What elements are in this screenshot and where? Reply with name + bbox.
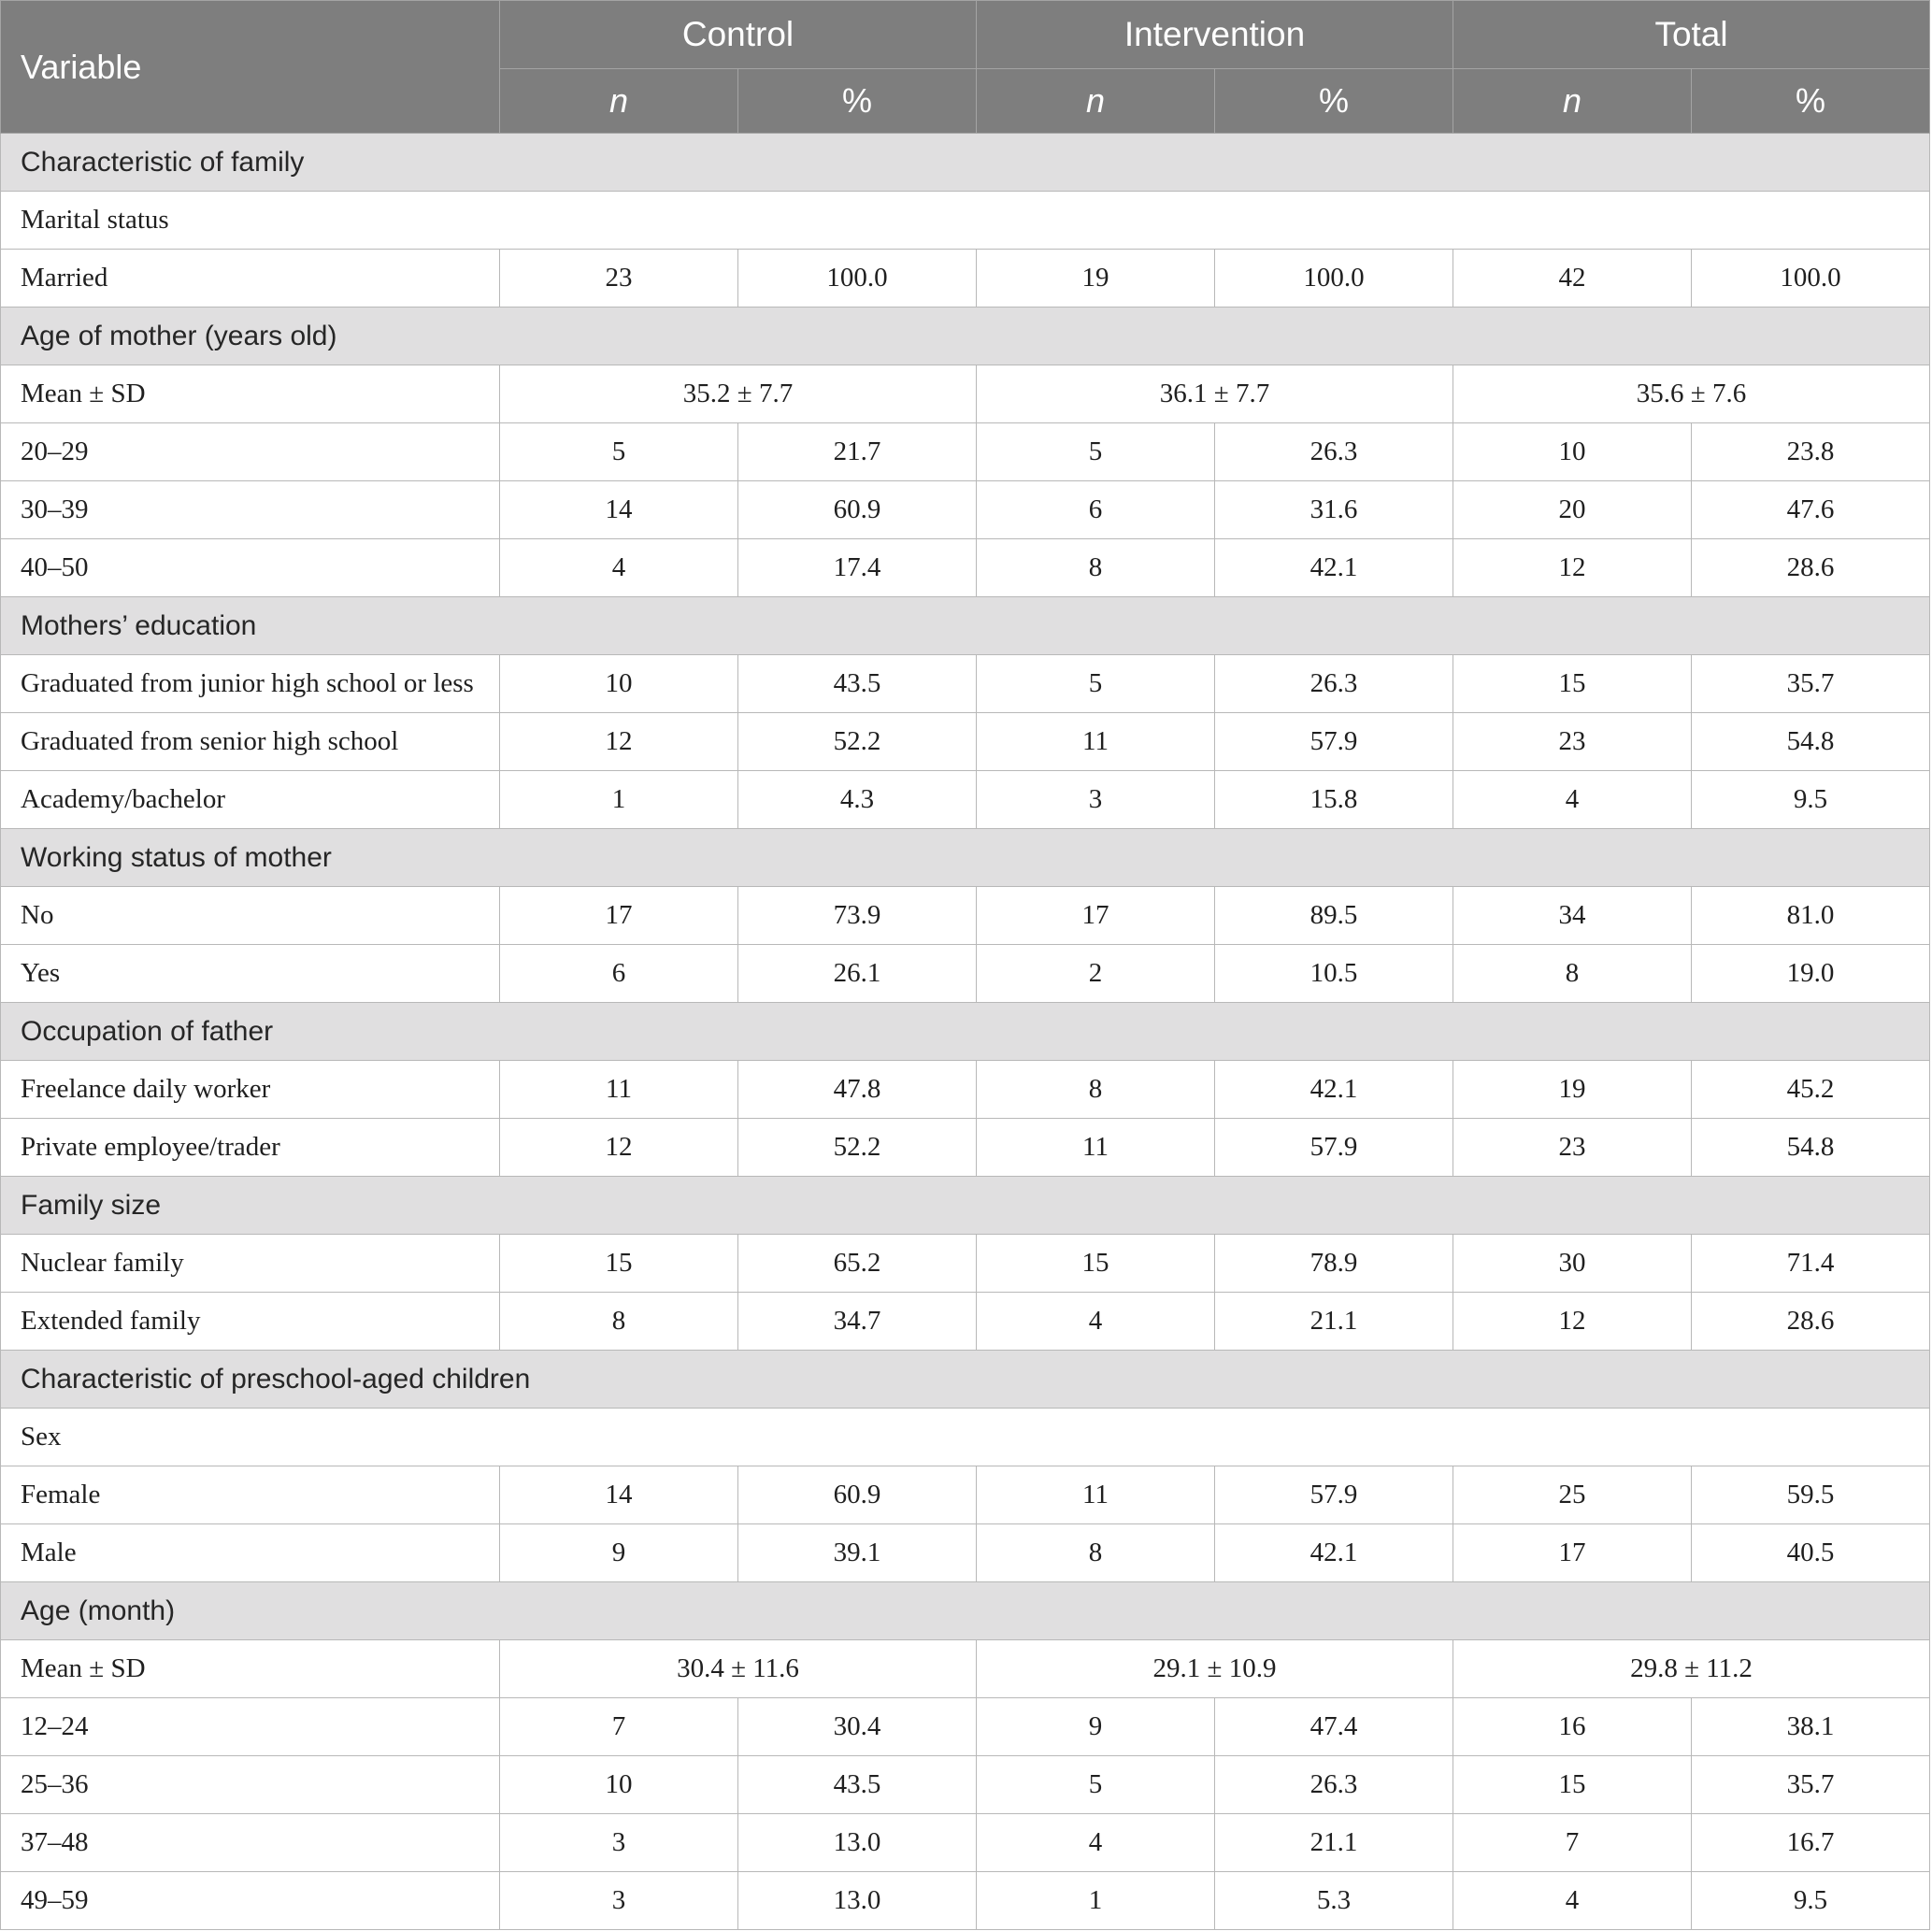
row-label: 37–48 [1, 1814, 500, 1872]
intervention-n-cell: 1 [977, 1872, 1215, 1930]
total-percent-cell: 9.5 [1692, 771, 1930, 829]
data-row [1, 481, 1930, 539]
total-n-cell: 4 [1453, 1872, 1692, 1930]
control-percent-cell: 52.2 [738, 1119, 977, 1177]
section-row [1, 829, 1930, 887]
total-percent-cell: 40.5 [1692, 1524, 1930, 1582]
control-percent-cell: 47.8 [738, 1061, 977, 1119]
total-n-cell: 7 [1453, 1814, 1692, 1872]
group-header-intervention: Intervention [977, 1, 1453, 69]
control-n-cell: 8 [500, 1293, 738, 1351]
total-n-cell: 25 [1453, 1466, 1692, 1524]
control-n-cell: 10 [500, 1756, 738, 1814]
total-percent-cell: 100.0 [1692, 250, 1930, 308]
section-row [1, 597, 1930, 655]
total-mean-sd-cell: 35.6 ± 7.6 [1453, 365, 1930, 423]
total-n-cell: 16 [1453, 1698, 1692, 1756]
section-title: Family size [1, 1177, 1930, 1235]
section-title: Age (month) [1, 1582, 1930, 1640]
control-n-cell: 4 [500, 539, 738, 597]
total-percent-cell: 54.8 [1692, 1119, 1930, 1177]
intervention-n-cell: 17 [977, 887, 1215, 945]
control-n-cell: 5 [500, 423, 738, 481]
total-n-cell: 15 [1453, 1756, 1692, 1814]
total-mean-sd-cell: 29.8 ± 11.2 [1453, 1640, 1930, 1698]
section-row [1, 134, 1930, 192]
total-n-cell: 10 [1453, 423, 1692, 481]
total-percent-cell: 45.2 [1692, 1061, 1930, 1119]
control-percent-cell: 13.0 [738, 1814, 977, 1872]
control-percent-cell: 26.1 [738, 945, 977, 1003]
row-label: Male [1, 1524, 500, 1582]
data-row [1, 1235, 1930, 1293]
control-percent-cell: 30.4 [738, 1698, 977, 1756]
section-title: Working status of mother [1, 829, 1930, 887]
intervention-mean-sd-cell: 29.1 ± 10.9 [977, 1640, 1453, 1698]
intervention-percent-cell: 15.8 [1215, 771, 1453, 829]
total-percent-header: % [1692, 69, 1930, 134]
data-row [1, 1061, 1930, 1119]
intervention-n-cell: 5 [977, 423, 1215, 481]
total-percent-cell: 35.7 [1692, 1756, 1930, 1814]
control-percent-cell: 43.5 [738, 1756, 977, 1814]
control-n-cell: 10 [500, 655, 738, 713]
subsection-label: Sex [1, 1409, 1930, 1466]
subsection-row [1, 192, 1930, 250]
row-label: Academy/bachelor [1, 771, 500, 829]
control-percent-cell: 60.9 [738, 1466, 977, 1524]
data-row [1, 1698, 1930, 1756]
row-label: 20–29 [1, 423, 500, 481]
section-row [1, 1582, 1930, 1640]
total-percent-cell: 35.7 [1692, 655, 1930, 713]
intervention-percent-cell: 42.1 [1215, 1061, 1453, 1119]
control-mean-sd-cell: 35.2 ± 7.7 [500, 365, 977, 423]
intervention-percent-cell: 42.1 [1215, 539, 1453, 597]
total-percent-cell: 28.6 [1692, 1293, 1930, 1351]
intervention-n-cell: 11 [977, 1119, 1215, 1177]
row-label: 49–59 [1, 1872, 500, 1930]
intervention-percent-cell: 21.1 [1215, 1293, 1453, 1351]
row-label: Freelance daily worker [1, 1061, 500, 1119]
intervention-n-cell: 3 [977, 771, 1215, 829]
control-percent-cell: 65.2 [738, 1235, 977, 1293]
row-label: 25–36 [1, 1756, 500, 1814]
section-row [1, 308, 1930, 365]
section-title: Mothers’ education [1, 597, 1930, 655]
total-n-cell: 23 [1453, 1119, 1692, 1177]
data-row [1, 655, 1930, 713]
total-n-cell: 42 [1453, 250, 1692, 308]
row-label: Extended family [1, 1293, 500, 1351]
row-label: Female [1, 1466, 500, 1524]
header-row-groups [1, 1, 1930, 69]
control-percent-cell: 4.3 [738, 771, 977, 829]
control-n-cell: 23 [500, 250, 738, 308]
intervention-percent-cell: 100.0 [1215, 250, 1453, 308]
group-header-control: Control [500, 1, 977, 69]
summary-row [1, 365, 1930, 423]
control-n-cell: 14 [500, 481, 738, 539]
summary-row [1, 1640, 1930, 1698]
row-label: Graduated from senior high school [1, 713, 500, 771]
intervention-n-cell: 8 [977, 1524, 1215, 1582]
control-percent-cell: 34.7 [738, 1293, 977, 1351]
control-n-cell: 7 [500, 1698, 738, 1756]
total-n-cell: 20 [1453, 481, 1692, 539]
data-row [1, 539, 1930, 597]
intervention-percent-cell: 78.9 [1215, 1235, 1453, 1293]
control-percent-header: % [738, 69, 977, 134]
control-n-cell: 1 [500, 771, 738, 829]
control-percent-cell: 39.1 [738, 1524, 977, 1582]
total-percent-cell: 28.6 [1692, 539, 1930, 597]
row-label: Married [1, 250, 500, 308]
control-n-cell: 6 [500, 945, 738, 1003]
control-percent-cell: 17.4 [738, 539, 977, 597]
data-row [1, 1814, 1930, 1872]
total-n-cell: 12 [1453, 1293, 1692, 1351]
control-n-cell: 12 [500, 713, 738, 771]
intervention-percent-cell: 57.9 [1215, 1119, 1453, 1177]
intervention-n-cell: 11 [977, 1466, 1215, 1524]
control-percent-cell: 21.7 [738, 423, 977, 481]
intervention-mean-sd-cell: 36.1 ± 7.7 [977, 365, 1453, 423]
table-body [1, 134, 1930, 1930]
section-row [1, 1003, 1930, 1061]
section-title: Occupation of father [1, 1003, 1930, 1061]
data-row [1, 887, 1930, 945]
data-row [1, 1466, 1930, 1524]
total-percent-cell: 23.8 [1692, 423, 1930, 481]
control-percent-cell: 13.0 [738, 1872, 977, 1930]
total-n-cell: 8 [1453, 945, 1692, 1003]
intervention-n-cell: 19 [977, 250, 1215, 308]
total-percent-cell: 59.5 [1692, 1466, 1930, 1524]
control-n-cell: 12 [500, 1119, 738, 1177]
intervention-n-cell: 6 [977, 481, 1215, 539]
intervention-n-cell: 11 [977, 713, 1215, 771]
intervention-n-header: n [977, 69, 1215, 134]
total-percent-cell: 38.1 [1692, 1698, 1930, 1756]
group-header-total: Total [1453, 1, 1930, 69]
intervention-n-cell: 2 [977, 945, 1215, 1003]
intervention-percent-header: % [1215, 69, 1453, 134]
intervention-percent-cell: 10.5 [1215, 945, 1453, 1003]
control-n-cell: 9 [500, 1524, 738, 1582]
data-row [1, 1293, 1930, 1351]
intervention-n-cell: 9 [977, 1698, 1215, 1756]
intervention-n-cell: 5 [977, 655, 1215, 713]
intervention-percent-cell: 5.3 [1215, 1872, 1453, 1930]
total-percent-cell: 19.0 [1692, 945, 1930, 1003]
section-row [1, 1351, 1930, 1409]
control-mean-sd-cell: 30.4 ± 11.6 [500, 1640, 977, 1698]
row-label: No [1, 887, 500, 945]
intervention-n-cell: 5 [977, 1756, 1215, 1814]
total-n-cell: 30 [1453, 1235, 1692, 1293]
total-n-header: n [1453, 69, 1692, 134]
total-n-cell: 12 [1453, 539, 1692, 597]
data-row [1, 423, 1930, 481]
total-percent-cell: 71.4 [1692, 1235, 1930, 1293]
intervention-percent-cell: 31.6 [1215, 481, 1453, 539]
intervention-percent-cell: 47.4 [1215, 1698, 1453, 1756]
control-n-cell: 17 [500, 887, 738, 945]
intervention-n-cell: 8 [977, 539, 1215, 597]
data-row [1, 771, 1930, 829]
row-label: Mean ± SD [1, 1640, 500, 1698]
total-percent-cell: 54.8 [1692, 713, 1930, 771]
row-label: Mean ± SD [1, 365, 500, 423]
intervention-n-cell: 15 [977, 1235, 1215, 1293]
total-n-cell: 19 [1453, 1061, 1692, 1119]
data-row [1, 250, 1930, 308]
control-n-cell: 14 [500, 1466, 738, 1524]
total-n-cell: 15 [1453, 655, 1692, 713]
intervention-n-cell: 4 [977, 1293, 1215, 1351]
total-percent-cell: 16.7 [1692, 1814, 1930, 1872]
intervention-percent-cell: 42.1 [1215, 1524, 1453, 1582]
data-row [1, 1119, 1930, 1177]
row-label: Yes [1, 945, 500, 1003]
intervention-percent-cell: 26.3 [1215, 423, 1453, 481]
data-row [1, 945, 1930, 1003]
section-title: Characteristic of family [1, 134, 1930, 192]
intervention-percent-cell: 26.3 [1215, 1756, 1453, 1814]
intervention-percent-cell: 57.9 [1215, 1466, 1453, 1524]
control-percent-cell: 73.9 [738, 887, 977, 945]
control-n-cell: 11 [500, 1061, 738, 1119]
control-n-cell: 15 [500, 1235, 738, 1293]
row-label: 40–50 [1, 539, 500, 597]
total-percent-cell: 9.5 [1692, 1872, 1930, 1930]
intervention-n-cell: 4 [977, 1814, 1215, 1872]
control-percent-cell: 43.5 [738, 655, 977, 713]
control-n-cell: 3 [500, 1872, 738, 1930]
row-label: Private employee/trader [1, 1119, 500, 1177]
intervention-percent-cell: 89.5 [1215, 887, 1453, 945]
section-title: Characteristic of preschool-aged children [1, 1351, 1930, 1409]
row-label: 30–39 [1, 481, 500, 539]
intervention-percent-cell: 21.1 [1215, 1814, 1453, 1872]
control-percent-cell: 60.9 [738, 481, 977, 539]
total-n-cell: 4 [1453, 771, 1692, 829]
total-n-cell: 34 [1453, 887, 1692, 945]
total-percent-cell: 81.0 [1692, 887, 1930, 945]
control-n-header: n [500, 69, 738, 134]
control-percent-cell: 52.2 [738, 713, 977, 771]
data-row [1, 1756, 1930, 1814]
section-title: Age of mother (years old) [1, 308, 1930, 365]
subsection-row [1, 1409, 1930, 1466]
variable-header: Variable [1, 1, 500, 134]
row-label: 12–24 [1, 1698, 500, 1756]
intervention-percent-cell: 26.3 [1215, 655, 1453, 713]
control-n-cell: 3 [500, 1814, 738, 1872]
total-n-cell: 17 [1453, 1524, 1692, 1582]
intervention-n-cell: 8 [977, 1061, 1215, 1119]
control-percent-cell: 100.0 [738, 250, 977, 308]
data-row [1, 713, 1930, 771]
total-percent-cell: 47.6 [1692, 481, 1930, 539]
table-header [1, 1, 1930, 134]
section-row [1, 1177, 1930, 1235]
intervention-percent-cell: 57.9 [1215, 713, 1453, 771]
row-label: Graduated from junior high school or less [1, 655, 500, 713]
subsection-label: Marital status [1, 192, 1930, 250]
total-n-cell: 23 [1453, 713, 1692, 771]
data-row [1, 1872, 1930, 1930]
data-row [1, 1524, 1930, 1582]
row-label: Nuclear family [1, 1235, 500, 1293]
